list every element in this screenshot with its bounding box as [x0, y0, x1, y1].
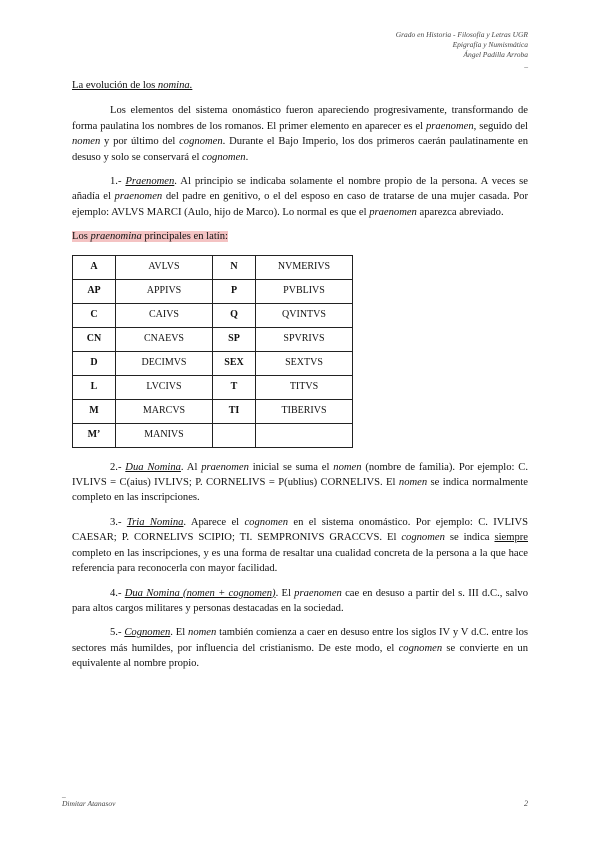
table-row	[73, 327, 353, 351]
abbreviation-cell: A	[73, 255, 116, 279]
abbreviation-cell: M’	[73, 423, 116, 447]
header-course: Grado en Historia - Filosofía y Letras UGR	[395, 30, 528, 39]
praenomen-cell: TIBERIVS	[256, 399, 353, 423]
footer-rule: _	[62, 790, 66, 799]
paragraph-dua-nomina: 2.- Dua Nomina. Al praenomen inicial se suma el nomen (nombre de familia). Por ejemplo: C. IVLIVS = C(aius) IVLIVS; P. CORNELIVS = P(ublius) CORNELIVS. El nomen se indica normalmente completo en las inscripciones.	[72, 461, 529, 504]
praenomen-cell: MARCVS	[116, 399, 213, 423]
abbreviation-cell: D	[73, 351, 116, 375]
paragraph-tria-nomina: 3.- Tria Nomina. Aparece el cognomen en el sistema onomástico. Por ejemplo: C. IVLIVS CAESAR; P. CORNELIVS SCIPIO; TI. SEMPRONIVS GRACCVS. El cognomen se indica siempre completo en las inscripciones, y es una forma de resaltar una cualidad concreta de la persona a la que hace referencia para reconocerla con mayor facilidad.	[72, 516, 529, 575]
table-row	[73, 255, 353, 279]
table-row	[73, 351, 353, 375]
paragraph-praenomen: 1.- Praenomen. Al principio se indicaba solamente el nombre propio de la persona. A veces se añadía el praenomen del padre en genitivo, o el del esposo en caso de tratarse de una mujer casada. Por ejemplo: AVLVS MARCI (Aulo, hijo de Marco). Lo normal es que el praenomen aparezca abreviado.	[72, 176, 528, 218]
header-teacher: Ángel Padilla Arroba	[463, 50, 528, 59]
footer-author: Dimitar Atanasov	[62, 799, 116, 808]
page-header	[396, 30, 528, 70]
praenomen-cell	[256, 423, 353, 447]
table-caption: Los praenomina principales en latín:	[72, 231, 228, 243]
praenomen-cell: QVINTVS	[256, 303, 353, 327]
praenomen-cell: SEXTVS	[256, 351, 353, 375]
abbreviation-cell: AP	[73, 279, 116, 303]
praenomen-cell: CAIVS	[116, 303, 213, 327]
table-row	[73, 279, 353, 303]
praenomen-cell: MANIVS	[116, 423, 213, 447]
praenomen-cell: LVCIVS	[116, 375, 213, 399]
praenomen-cell: DECIMVS	[116, 351, 213, 375]
abbreviation-cell: Q	[213, 303, 256, 327]
abbreviation-cell: CN	[73, 327, 116, 351]
page-footer	[62, 791, 115, 808]
praenomen-cell: PVBLIVS	[256, 279, 353, 303]
praenomen-cell: CNAEVS	[116, 327, 213, 351]
abbreviation-cell: P	[213, 279, 256, 303]
praenomen-cell: TITVS	[256, 375, 353, 399]
paragraph-cognomen: 5.- Cognomen. El nomen también comienza a caer en desuso entre los siglos IV y V d.C. entre los sectores más humildes, por influencia del cristianismo. De este modo, el cognomen se convierte en un equivalente al nombre propio.	[72, 627, 528, 670]
praenomen-cell: AVLVS	[116, 255, 213, 279]
abbreviation-cell: SP	[213, 327, 256, 351]
abbreviation-cell	[213, 423, 256, 447]
table-row	[73, 399, 353, 423]
document-body	[72, 78, 528, 681]
header-subject: Epigrafía y Numismática	[452, 40, 528, 49]
abbreviation-cell: TI	[213, 399, 256, 423]
praenomen-cell: APPIVS	[116, 279, 213, 303]
abbreviation-cell: C	[73, 303, 116, 327]
abbreviation-cell: L	[73, 375, 116, 399]
paragraph-dua-nomina-cognomen: 4.- Dua Nomina (nomen + cognomen). El praenomen cae en desuso a partir del s. III d.C., salvo para altos cargos militares y personas destacadas en la sociedad.	[72, 587, 528, 614]
abbreviation-cell: N	[213, 255, 256, 279]
table-row	[73, 303, 353, 327]
intro-paragraph: Los elementos del sistema onomástico fueron apareciendo progresivamente, transformando de forma paulatina los nombres de los romanos. El primer elemento en aparecer es el praenomen, seguido del nomen y por último del cognomen. Durante el Bajo Imperio, los dos primeros caerán paulatinamente en desuso y solo se conservará el cognomen.	[72, 105, 528, 163]
table-row	[73, 423, 353, 447]
abbreviation-cell: SEX	[213, 351, 256, 375]
praenomen-cell: SPVRIVS	[256, 327, 353, 351]
section-title: La evolución de los nomina.	[72, 80, 193, 91]
praenomina-table	[72, 255, 353, 448]
praenomen-cell: NVMERIVS	[256, 255, 353, 279]
page-number: 2	[524, 799, 528, 808]
table-row	[73, 375, 353, 399]
header-rule: _	[524, 60, 528, 69]
abbreviation-cell: T	[213, 375, 256, 399]
abbreviation-cell: M	[73, 399, 116, 423]
